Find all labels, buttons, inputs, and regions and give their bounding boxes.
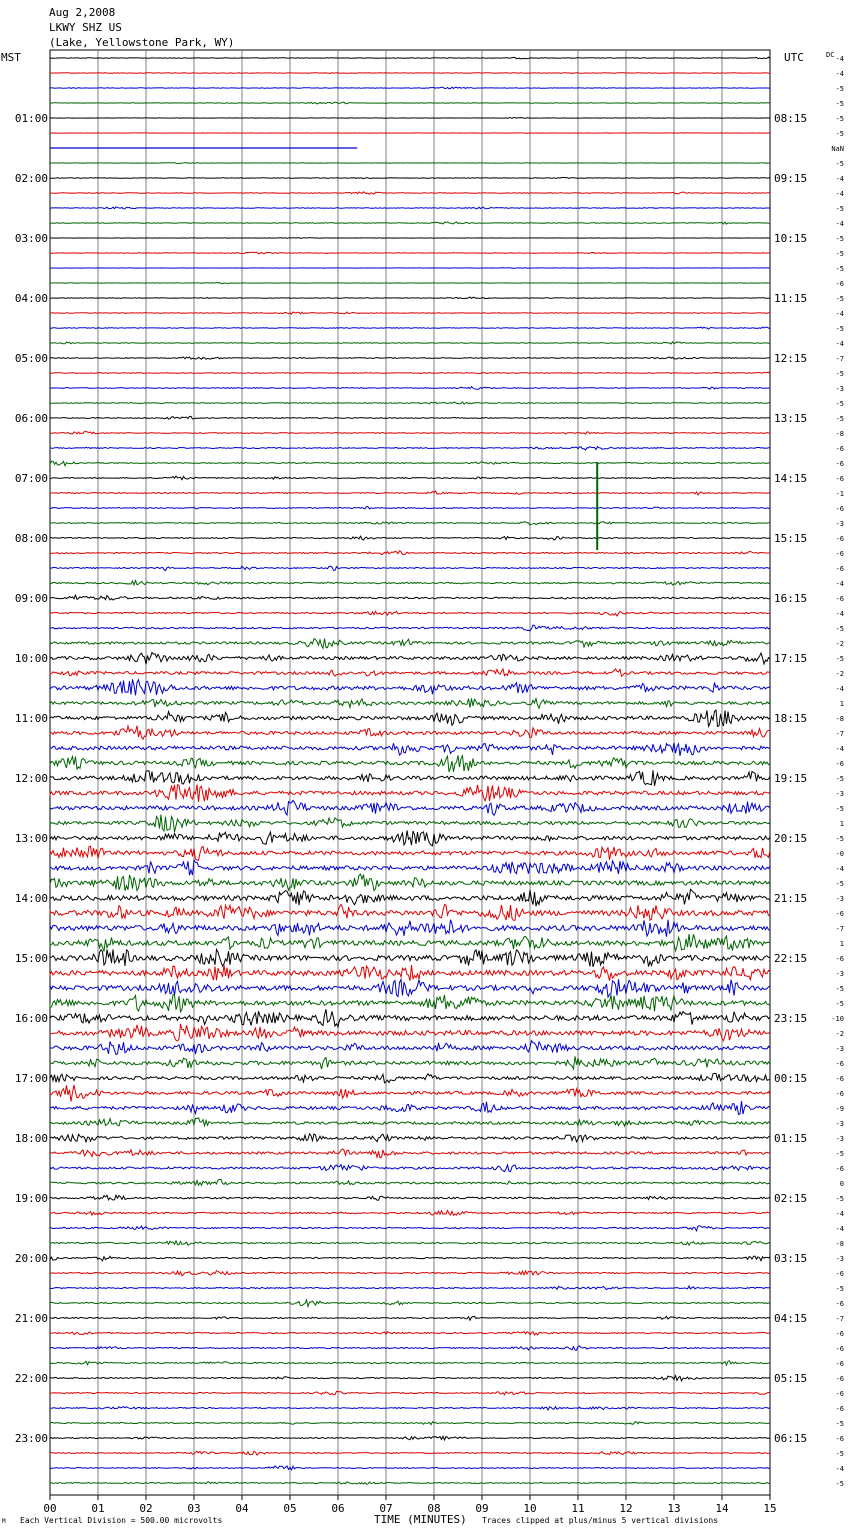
right-hour-label: 17:15 — [774, 652, 808, 665]
left-hour-label: 11:00 — [14, 712, 48, 725]
plot-frame — [50, 50, 770, 1495]
row-offset-label: -2 — [835, 670, 844, 678]
left-hour-label: 09:00 — [14, 592, 48, 605]
x-tick-label: 06 — [331, 1502, 345, 1515]
left-hour-label: 16:00 — [14, 1012, 48, 1025]
left-hour-label: 15:00 — [14, 952, 48, 965]
seismic-trace — [50, 73, 770, 74]
row-offset-label: -5 — [835, 130, 844, 138]
right-hour-label: 01:15 — [774, 1132, 808, 1145]
seismic-trace — [50, 1376, 770, 1381]
row-offset-label: -2 — [835, 1030, 844, 1038]
seismic-trace — [50, 1316, 770, 1320]
seismic-trace — [50, 102, 770, 104]
row-offset-label: -10 — [831, 1015, 844, 1023]
row-offset-label: -6 — [835, 1300, 844, 1308]
row-offset-label: -6 — [835, 445, 844, 453]
row-offset-label: -5 — [835, 985, 844, 993]
seismic-trace — [50, 920, 770, 937]
row-offset-label: -5 — [835, 775, 844, 783]
left-timezone-label: MST — [1, 51, 21, 64]
row-offset-label: -6 — [835, 505, 844, 513]
row-offset-label: -4 — [835, 190, 844, 198]
x-tick-label: 14 — [715, 1502, 729, 1515]
right-hour-label: 21:15 — [774, 892, 808, 905]
row-offset-label: -5 — [835, 880, 844, 888]
row-offset-label: -4 — [835, 1465, 844, 1473]
chart-location: (Lake, Yellowstone Park, WY) — [49, 36, 235, 49]
row-offset-label: -5 — [835, 1420, 844, 1428]
row-offset-label: -4 — [835, 175, 844, 183]
seismic-trace — [50, 846, 770, 860]
x-tick-labels — [43, 1495, 776, 1515]
row-offset-label: -4 — [835, 1225, 844, 1233]
row-offset-label: -8 — [835, 1240, 844, 1248]
row-offset-label: -5 — [835, 1195, 844, 1203]
row-offset-label: 1 — [839, 700, 844, 708]
seismic-trace — [50, 1056, 770, 1069]
right-hour-label: 11:15 — [774, 292, 808, 305]
row-offset-labels — [831, 55, 844, 1488]
seismic-trace — [50, 830, 770, 845]
right-hour-label: 19:15 — [774, 772, 808, 785]
row-offset-label: -5 — [835, 400, 844, 408]
row-offset-label: -5 — [835, 1000, 844, 1008]
row-offset-label: -6 — [835, 1405, 844, 1413]
row-offset-label: -5 — [835, 1450, 844, 1458]
chart-date: Aug 2,2008 — [49, 6, 116, 19]
left-hour-label: 19:00 — [14, 1192, 48, 1205]
seismic-trace — [50, 965, 770, 981]
x-tick-label: 03 — [187, 1502, 201, 1515]
left-hour-label: 03:00 — [14, 232, 48, 245]
seismic-trace — [50, 431, 770, 434]
seismic-trace — [50, 1179, 770, 1185]
seismic-trace — [50, 1101, 770, 1114]
left-hour-label: 10:00 — [14, 652, 48, 665]
row-offset-label: -5 — [835, 160, 844, 168]
row-offset-label: -6 — [835, 910, 844, 918]
row-offset-label: -5 — [835, 295, 844, 303]
row-offset-label: -6 — [835, 460, 844, 468]
row-offset-label: -6 — [835, 1075, 844, 1083]
row-offset-label: -3 — [835, 520, 844, 528]
row-offset-label: -5 — [835, 805, 844, 813]
seismic-trace — [50, 639, 770, 649]
row-offset-label: -7 — [835, 925, 844, 933]
seismic-trace — [50, 1271, 770, 1276]
seismic-trace — [50, 327, 770, 329]
row-offset-label: -6 — [835, 955, 844, 963]
seismic-trace — [50, 1024, 770, 1041]
seismic-trace — [50, 163, 770, 164]
left-hour-label: 20:00 — [14, 1252, 48, 1265]
x-tick-label: 07 — [379, 1502, 393, 1515]
row-offset-label: -5 — [835, 835, 844, 843]
left-hour-label: 23:00 — [14, 1432, 48, 1445]
x-tick-label: 08 — [427, 1502, 441, 1515]
seismic-trace — [50, 1361, 770, 1365]
x-tick-label: 09 — [475, 1502, 489, 1515]
seismic-trace — [50, 566, 770, 570]
seismic-trace — [50, 1466, 770, 1470]
row-offset-label: -5 — [835, 100, 844, 108]
seismic-trace — [50, 551, 770, 555]
seismic-trace — [50, 87, 770, 89]
row-offset-label: -3 — [835, 1045, 844, 1053]
left-hour-label: 14:00 — [14, 892, 48, 905]
x-tick-label: 13 — [667, 1502, 681, 1515]
left-hour-label: 21:00 — [14, 1312, 48, 1325]
left-hour-label: 06:00 — [14, 412, 48, 425]
right-hour-label: 15:15 — [774, 532, 808, 545]
seismic-trace — [50, 815, 770, 832]
row-offset-label: -6 — [835, 1390, 844, 1398]
row-offset-label: -4 — [835, 1210, 844, 1218]
seismic-trace — [50, 860, 770, 875]
seismic-trace — [50, 297, 770, 299]
right-hour-label: 06:15 — [774, 1432, 808, 1445]
row-offset-label: -8 — [835, 715, 844, 723]
row-offset-label: -4 — [835, 865, 844, 873]
right-top-label: DC — [826, 51, 835, 59]
row-offset-label: -5 — [835, 1150, 844, 1158]
right-hour-label: 04:15 — [774, 1312, 808, 1325]
row-offset-label: -3 — [835, 1135, 844, 1143]
row-offset-label: -5 — [835, 655, 844, 663]
seismic-trace — [50, 669, 770, 676]
left-hour-label: 12:00 — [14, 772, 48, 785]
left-hour-label: 13:00 — [14, 832, 48, 845]
seismic-trace — [50, 979, 770, 997]
seismic-trace — [50, 800, 770, 815]
row-offset-label: -5 — [835, 1480, 844, 1488]
seismic-trace — [50, 743, 770, 756]
row-offset-label: -7 — [835, 355, 844, 363]
seismic-trace — [50, 904, 770, 920]
row-offset-label: -6 — [835, 760, 844, 768]
row-offset-label: -3 — [835, 1120, 844, 1128]
left-hour-label: 18:00 — [14, 1132, 48, 1145]
clip-note: Traces clipped at plus/minus 5 vertical divisions — [482, 1516, 719, 1525]
right-hour-label: 08:15 — [774, 112, 808, 125]
right-hour-label: 09:15 — [774, 172, 808, 185]
right-hour-label: 03:15 — [774, 1252, 808, 1265]
seismic-trace — [50, 1332, 770, 1336]
left-hour-label: 07:00 — [14, 472, 48, 485]
row-offset-label: -6 — [835, 595, 844, 603]
row-offset-label: -7 — [835, 1315, 844, 1323]
chart-station: LKWY SHZ US — [49, 21, 122, 34]
right-timezone-label: UTC — [784, 51, 804, 64]
seismic-trace — [50, 710, 770, 726]
row-offset-label: -6 — [835, 1345, 844, 1353]
seismic-trace — [50, 1009, 770, 1027]
row-offset-label: -6 — [835, 1330, 844, 1338]
row-offset-label: -6 — [835, 1090, 844, 1098]
seismic-trace — [50, 1422, 770, 1425]
row-offset-label: -0 — [835, 850, 844, 858]
right-hour-label: 18:15 — [774, 712, 808, 725]
seismic-trace — [50, 1286, 770, 1290]
seismic-trace — [50, 312, 770, 314]
x-tick-label: 05 — [283, 1502, 297, 1515]
seismic-trace — [50, 1195, 770, 1200]
x-tick-label: 15 — [763, 1502, 777, 1515]
row-offset-label: -5 — [835, 415, 844, 423]
row-offset-label: -3 — [835, 970, 844, 978]
row-offset-label: -6 — [835, 475, 844, 483]
right-hour-label: 20:15 — [774, 832, 808, 845]
x-tick-label: 10 — [523, 1502, 537, 1515]
seismic-trace — [50, 536, 770, 540]
seismic-trace — [50, 874, 770, 891]
seismic-trace — [50, 283, 770, 284]
seismic-trace — [50, 522, 770, 525]
x-axis-label: TIME (MINUTES) — [374, 1513, 467, 1526]
row-offset-label: -6 — [835, 1360, 844, 1368]
seismic-trace — [50, 611, 770, 616]
seismic-trace — [50, 1073, 770, 1082]
row-offset-label: NaN — [831, 145, 844, 153]
row-offset-label: -5 — [835, 265, 844, 273]
row-offset-label: -4 — [835, 610, 844, 618]
seismic-traces — [50, 57, 770, 1484]
row-offset-label: 1 — [839, 820, 844, 828]
seismic-trace — [50, 698, 770, 708]
row-offset-label: -5 — [835, 85, 844, 93]
right-hour-label: 13:15 — [774, 412, 808, 425]
seismic-trace — [50, 1118, 770, 1126]
x-tick-label: 00 — [43, 1502, 57, 1515]
row-offset-label: -4 — [835, 220, 844, 228]
x-tick-label: 11 — [571, 1502, 585, 1515]
seismic-trace — [50, 461, 770, 465]
seismic-trace — [50, 653, 770, 665]
seismic-trace — [50, 625, 770, 631]
row-offset-label: -3 — [835, 1255, 844, 1263]
seismic-trace — [50, 581, 770, 586]
row-offset-label: -4 — [835, 745, 844, 753]
seismic-trace — [50, 1256, 770, 1261]
seismic-trace — [50, 679, 770, 695]
row-offset-label: -5 — [835, 1285, 844, 1293]
corner-mark: M — [2, 1518, 6, 1525]
row-offset-label: -5 — [835, 115, 844, 123]
row-offset-label: -3 — [835, 895, 844, 903]
seismic-trace — [50, 57, 770, 59]
seismic-trace — [50, 726, 770, 739]
seismic-trace — [50, 178, 770, 179]
seismic-trace — [50, 1165, 770, 1172]
x-tick-label: 12 — [619, 1502, 633, 1515]
seismic-trace — [50, 1226, 770, 1231]
seismic-trace — [50, 416, 770, 419]
seismic-trace — [50, 1407, 770, 1410]
row-offset-label: -6 — [835, 1165, 844, 1173]
x-tick-label: 04 — [235, 1502, 249, 1515]
seismic-trace — [50, 1134, 770, 1142]
seismic-trace — [50, 372, 770, 374]
seismic-trace — [50, 238, 770, 239]
row-offset-label: -4 — [835, 340, 844, 348]
seismic-trace — [50, 387, 770, 390]
row-offset-label: -6 — [835, 550, 844, 558]
seismic-trace — [50, 268, 770, 269]
seismic-trace — [50, 507, 770, 509]
row-offset-label: 0 — [839, 1180, 844, 1188]
seismic-trace — [50, 1085, 770, 1102]
row-offset-label: -4 — [835, 685, 844, 693]
left-hour-label: 02:00 — [14, 172, 48, 185]
left-hour-label: 04:00 — [14, 292, 48, 305]
seismic-trace — [50, 1041, 770, 1055]
x-tick-label: 01 — [91, 1502, 105, 1515]
right-hour-label: 22:15 — [774, 952, 808, 965]
seismic-trace — [50, 1346, 770, 1350]
seismic-trace — [50, 1149, 770, 1158]
seismic-trace — [50, 1391, 770, 1395]
row-offset-label: -5 — [835, 250, 844, 258]
row-offset-label: -5 — [835, 325, 844, 333]
right-hour-labels — [774, 112, 807, 1445]
seismic-trace — [50, 222, 770, 224]
right-hour-label: 05:15 — [774, 1372, 808, 1385]
seismic-trace — [50, 207, 770, 209]
seismic-trace — [50, 949, 770, 967]
right-hour-label: 12:15 — [774, 352, 808, 365]
row-offset-label: -3 — [835, 790, 844, 798]
seismic-trace — [50, 342, 770, 344]
row-offset-label: -5 — [835, 370, 844, 378]
row-offset-label: -6 — [835, 1375, 844, 1383]
row-offset-label: -6 — [835, 1060, 844, 1068]
row-offset-label: -2 — [835, 640, 844, 648]
row-offset-label: -4 — [835, 580, 844, 588]
seismic-trace — [50, 1241, 770, 1245]
right-hour-label: 02:15 — [774, 1192, 808, 1205]
seismic-trace — [50, 192, 770, 194]
seismic-trace — [50, 934, 770, 951]
seismic-trace — [50, 133, 770, 134]
row-offset-label: -5 — [835, 625, 844, 633]
left-hour-labels — [15, 112, 48, 1445]
seismic-trace — [50, 770, 770, 786]
left-hour-label: 01:00 — [14, 112, 48, 125]
seismic-trace — [50, 402, 770, 404]
seismic-trace — [50, 118, 770, 119]
row-offset-label: -6 — [835, 1270, 844, 1278]
seismic-trace — [50, 1300, 770, 1307]
row-offset-label: -4 — [835, 310, 844, 318]
right-hour-label: 10:15 — [774, 232, 808, 245]
left-hour-label: 08:00 — [14, 532, 48, 545]
seismic-trace — [50, 1482, 770, 1484]
row-offset-label: -6 — [835, 535, 844, 543]
row-offset-label: -9 — [835, 1105, 844, 1113]
seismic-trace — [50, 1436, 770, 1440]
seismic-trace — [50, 1210, 770, 1215]
right-hour-label: 23:15 — [774, 1012, 808, 1025]
seismic-trace — [50, 595, 770, 600]
row-offset-label: -7 — [835, 730, 844, 738]
seismic-trace — [50, 252, 770, 254]
seismic-trace — [50, 476, 770, 480]
row-offset-label: -1 — [835, 490, 844, 498]
row-offset-label: -5 — [835, 235, 844, 243]
seismic-trace — [50, 357, 770, 359]
row-offset-label: 1 — [839, 940, 844, 948]
row-offset-label: -8 — [835, 430, 844, 438]
seismic-trace — [50, 491, 770, 495]
row-offset-label: -4 — [835, 55, 844, 63]
right-hour-label: 14:15 — [774, 472, 808, 485]
vertical-division-note: Each Vertical Division = 500.00 microvolts — [20, 1516, 223, 1525]
row-offset-label: -4 — [835, 70, 844, 78]
x-tick-label: 02 — [139, 1502, 153, 1515]
time-grid — [98, 50, 722, 1495]
row-offset-label: -5 — [835, 205, 844, 213]
seismic-trace — [50, 995, 770, 1012]
seismic-trace — [50, 447, 770, 450]
seismic-trace — [50, 784, 770, 802]
seismic-trace — [50, 755, 770, 772]
left-hour-label: 22:00 — [14, 1372, 48, 1385]
row-offset-label: -3 — [835, 385, 844, 393]
row-offset-label: -6 — [835, 565, 844, 573]
row-offset-label: -6 — [835, 1435, 844, 1443]
seismic-trace — [50, 889, 770, 906]
left-hour-label: 17:00 — [14, 1072, 48, 1085]
row-offset-label: -6 — [835, 280, 844, 288]
right-hour-label: 16:15 — [774, 592, 808, 605]
seismic-trace — [50, 1451, 770, 1455]
right-hour-label: 00:15 — [774, 1072, 808, 1085]
left-hour-label: 05:00 — [14, 352, 48, 365]
